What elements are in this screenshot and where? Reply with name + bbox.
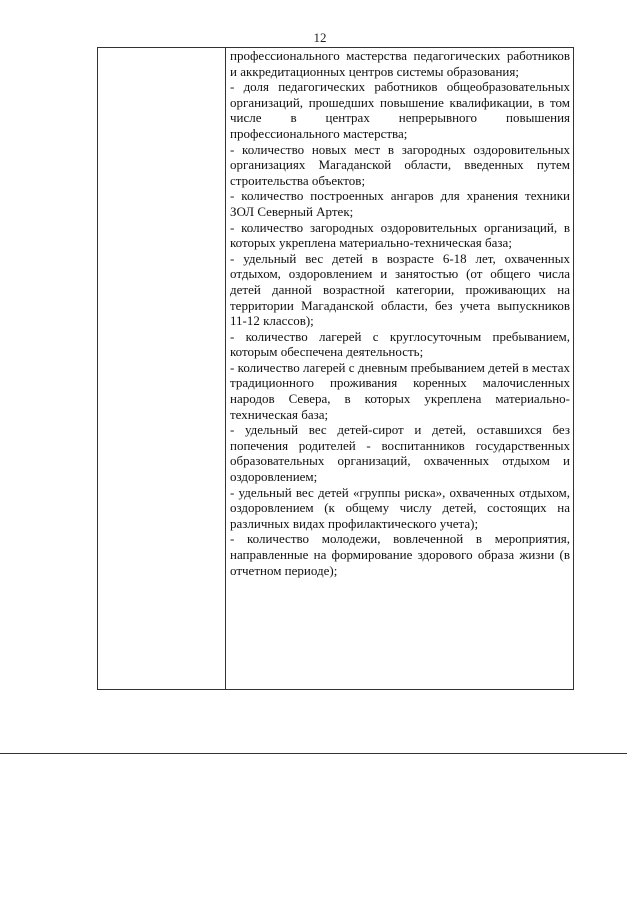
table-left-column [98, 48, 226, 689]
footer-rule [0, 753, 627, 754]
table-right-column [226, 48, 573, 689]
indicator-item: - удельный вес детей-сирот и детей, оставшихся без попечения родителей - воспитанников государственных образовательных организаций, охваченных отдыхом и оздоровлением; [230, 422, 570, 485]
indicator-item: - удельный вес детей в возрасте 6-18 лет, охваченных отдыхом, оздоровлением и занятостью (от общего числа детей данной возрастной категории, проживающих на территории Магаданской области, без учета выпускников 11-12 классов); [230, 250, 570, 329]
indicator-item: - количество лагерей с круглосуточным пребыванием, которым обеспечена деятельность; [230, 328, 570, 360]
indicator-item: - количество лагерей с дневным пребыванием детей в местах традиционного проживания коренных малочисленных народов Севера, в которых укреплена материально-техническая база; [230, 359, 570, 422]
indicator-item: - удельный вес детей «группы риска», охваченных отдыхом, оздоровлением (к общему числу детей, состоящих на различных видах профилактического учета); [230, 484, 570, 531]
indicator-item: профессионального мастерства педагогических работников и аккредитационных центров системы образования; [230, 48, 570, 79]
page-number: 12 [313, 30, 327, 45]
document-table [97, 47, 574, 690]
indicator-item: - доля педагогических работников общеобразовательных организаций, прошедших повышение квалификации, в том числе в центрах непрерывного повышения профессионального мастерства; [230, 79, 570, 141]
indicator-item: - количество загородных оздоровительных организаций, в которых укреплена материально-техническая база; [230, 219, 570, 251]
indicator-item: - количество новых мест в загородных оздоровительных организациях Магаданской области, введенных путем строительства объектов; [230, 141, 570, 188]
indicator-item: - количество построенных ангаров для хранения техники ЗОЛ Северный Артек; [230, 188, 570, 219]
indicator-item: - количество молодежи, вовлеченной в мероприятия, направленные на формирование здорового образа жизни (в отчетном периоде); [230, 531, 570, 578]
